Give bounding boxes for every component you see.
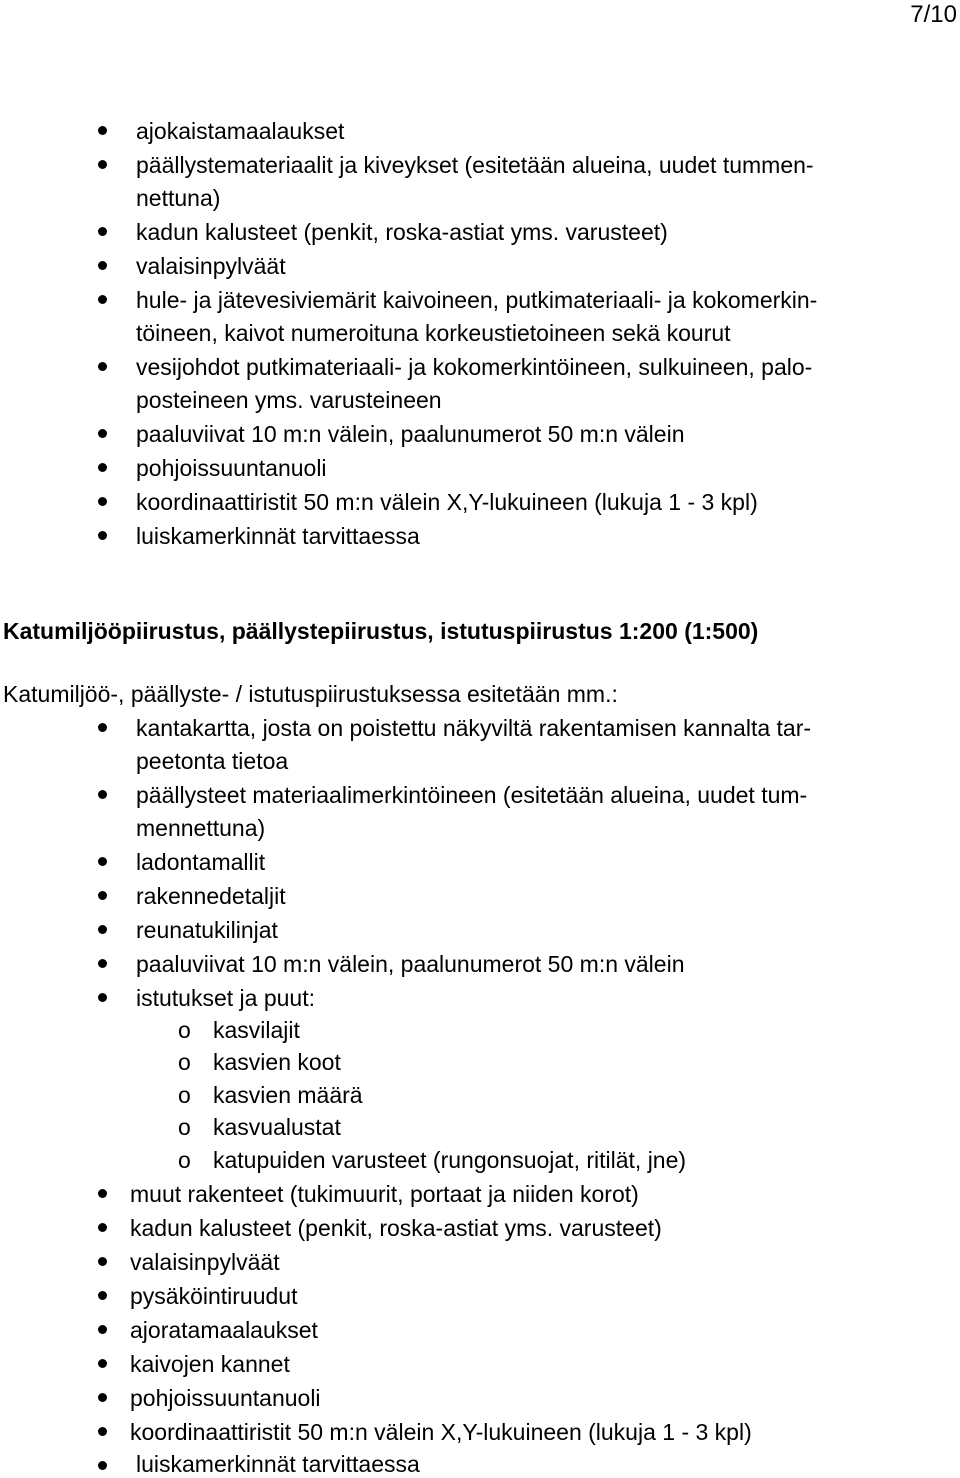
bullet-icon: [98, 429, 107, 438]
list-item-continuation: nettuna): [136, 185, 221, 211]
list-item: luiskamerkinnät tarvittaessa: [136, 1451, 420, 1477]
sublist-marker: o: [178, 1114, 191, 1140]
page-number: 7/10: [910, 1, 957, 28]
list-item: ajokaistamaalaukset: [136, 118, 345, 144]
bullet-icon: [98, 160, 107, 169]
bullet-icon: [98, 126, 107, 135]
list-item: koordinaattiristit 50 m:n välein X,Y-lukuineen (lukuja 1 - 3 kpl): [136, 489, 758, 515]
bullet-icon: [98, 1461, 107, 1470]
bullet-icon: [98, 497, 107, 506]
sublist-item: kasvien koot: [213, 1049, 341, 1075]
list-item: päällysteet materiaalimerkintöineen (esitetään alueina, uudet tum-: [136, 782, 808, 808]
section-heading: Katumiljööpiirustus, päällystepiirustus, istutuspiirustus 1:200 (1:500): [3, 618, 759, 644]
sublist-item: kasvien määrä: [213, 1082, 363, 1108]
list-item: reunatukilinjat: [136, 917, 278, 943]
list-item: rakennedetaljit: [136, 883, 286, 909]
list-item: pohjoissuuntanuoli: [136, 455, 327, 481]
bullet-icon: [98, 959, 107, 968]
sublist-marker: o: [178, 1082, 191, 1108]
list-item: vesijohdot putkimateriaali- ja kokomerkintöineen, sulkuineen, palo-: [136, 354, 813, 380]
bullet-icon: [98, 1359, 107, 1368]
sublist-marker: o: [178, 1049, 191, 1075]
sublist-marker: o: [178, 1017, 191, 1043]
section-intro: Katumiljöö-, päällyste- / istutuspiirustuksessa esitetään mm.:: [3, 681, 618, 707]
bullet-icon: [98, 1427, 107, 1436]
bullet-icon: [98, 261, 107, 270]
list-item: pysäköintiruudut: [130, 1283, 298, 1309]
bullet-icon: [98, 1393, 107, 1402]
list-item: paaluviivat 10 m:n välein, paalunumerot 50 m:n välein: [136, 421, 685, 447]
list-item: muut rakenteet (tukimuurit, portaat ja niiden korot): [130, 1181, 639, 1207]
bullet-icon: [98, 891, 107, 900]
list-item: pohjoissuuntanuoli: [130, 1385, 321, 1411]
list-item: valaisinpylväät: [136, 253, 286, 279]
list-item-continuation: mennettuna): [136, 815, 266, 841]
list-item: kadun kalusteet (penkit, roska-astiat yms. varusteet): [136, 219, 668, 245]
bullet-icon: [98, 857, 107, 866]
bullet-icon: [98, 1223, 107, 1232]
bullet-icon: [98, 362, 107, 371]
sublist-item: kasvualustat: [213, 1114, 341, 1140]
bullet-icon: [98, 1189, 107, 1198]
list-item: valaisinpylväät: [130, 1249, 280, 1275]
sublist-item: kasvilajit: [213, 1017, 300, 1043]
list-item: kaivojen kannet: [130, 1351, 290, 1377]
list-item-continuation: töineen, kaivot numeroituna korkeustietoineen sekä kourut: [136, 320, 731, 346]
bullet-icon: [98, 1291, 107, 1300]
bullet-icon: [98, 1325, 107, 1334]
bullet-icon: [98, 531, 107, 540]
bullet-icon: [98, 1257, 107, 1266]
list-item: luiskamerkinnät tarvittaessa: [136, 523, 420, 549]
sublist-marker: o: [178, 1147, 191, 1173]
bullet-icon: [98, 295, 107, 304]
list-item: ajoratamaalaukset: [130, 1317, 318, 1343]
bullet-icon: [98, 227, 107, 236]
bullet-icon: [98, 463, 107, 472]
list-item: päällystemateriaalit ja kiveykset (esitetään alueina, uudet tummen-: [136, 152, 814, 178]
list-item: kadun kalusteet (penkit, roska-astiat yms. varusteet): [130, 1215, 662, 1241]
list-item-continuation: posteineen yms. varusteineen: [136, 387, 442, 413]
list-item: koordinaattiristit 50 m:n välein X,Y-lukuineen (lukuja 1 - 3 kpl): [130, 1419, 752, 1445]
bullet-icon: [98, 723, 107, 732]
list-item: hule- ja jätevesiviemärit kaivoineen, putkimateriaali- ja kokomerkin-: [136, 287, 818, 313]
list-item-continuation: peetonta tietoa: [136, 748, 289, 774]
bullet-icon: [98, 993, 107, 1002]
list-item: paaluviivat 10 m:n välein, paalunumerot 50 m:n välein: [136, 951, 685, 977]
sublist-item: katupuiden varusteet (rungonsuojat, ritilät, jne): [213, 1147, 687, 1173]
list-item: ladontamallit: [136, 849, 266, 875]
list-item: istutukset ja puut:: [136, 985, 315, 1011]
list-item: kantakartta, josta on poistettu näkyviltä rakentamisen kannalta tar-: [136, 715, 812, 741]
bullet-icon: [98, 790, 107, 799]
bullet-icon: [98, 925, 107, 934]
